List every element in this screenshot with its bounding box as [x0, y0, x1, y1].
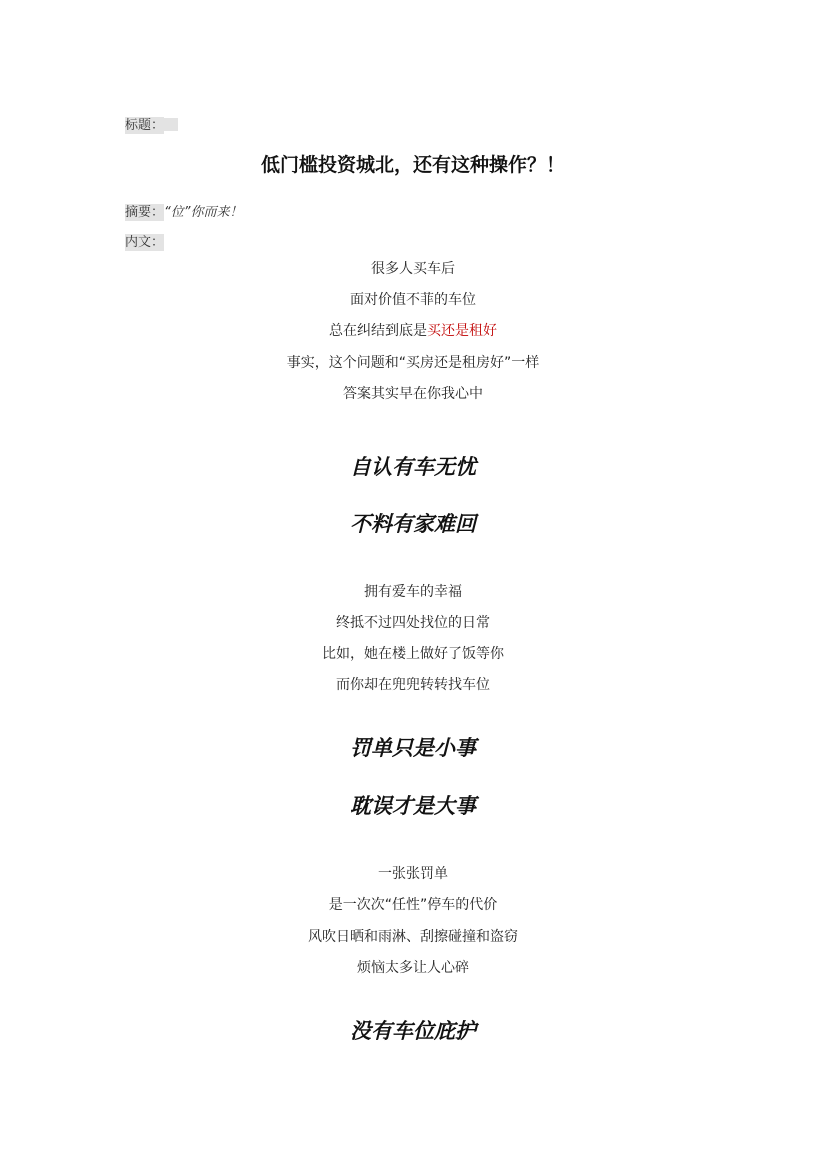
body-line-with-highlight [0, 322, 826, 340]
section-heading: 耽误才是大事 [350, 794, 476, 818]
title-label [125, 114, 178, 133]
body-line: 比如，她在楼上做好了饭等你 [322, 646, 504, 662]
body-label: 内文： [125, 235, 165, 250]
body-line: 是一次次“任性”停车的代价 [328, 897, 498, 913]
body-line: 很多人买车后 [371, 261, 455, 277]
abstract-label: 摘要： [125, 205, 165, 220]
body-line: 事实，这个问题和“买房还是租房好”一样 [286, 355, 540, 371]
body-line-prefix: 总在纠结到底是 [329, 323, 427, 339]
section-heading: 自认有车无忧 [350, 455, 476, 479]
section-heading: 没有车位庇护 [350, 1019, 476, 1043]
body-line: 答案其实早在你我心中 [343, 386, 483, 402]
title-label-placeholder [164, 118, 178, 131]
abstract-text: “位”你而来！ [164, 205, 243, 220]
body-line: 而你却在兜兜转转找车位 [336, 677, 490, 693]
article-title: 低门槛投资城北，还有这种操作？！ [260, 154, 565, 176]
body-row [125, 231, 164, 250]
section-heading: 不料有家难回 [350, 512, 476, 536]
body-line: 烦恼太多让人心碎 [357, 960, 469, 976]
body-line: 拥有爱车的幸福 [364, 584, 462, 600]
highlighted-phrase: 买还是租好 [427, 323, 497, 339]
section-heading: 罚单只是小事 [350, 736, 476, 760]
body-line: 终抵不过四处找位的日常 [336, 615, 490, 631]
body-line: 一张张罚单 [378, 866, 448, 882]
body-line: 风吹日晒和雨淋、刮擦碰撞和盗窃 [308, 929, 518, 945]
abstract-row [125, 201, 243, 220]
body-line: 面对价值不菲的车位 [350, 292, 476, 308]
title-label-text: 标题： [125, 118, 165, 133]
